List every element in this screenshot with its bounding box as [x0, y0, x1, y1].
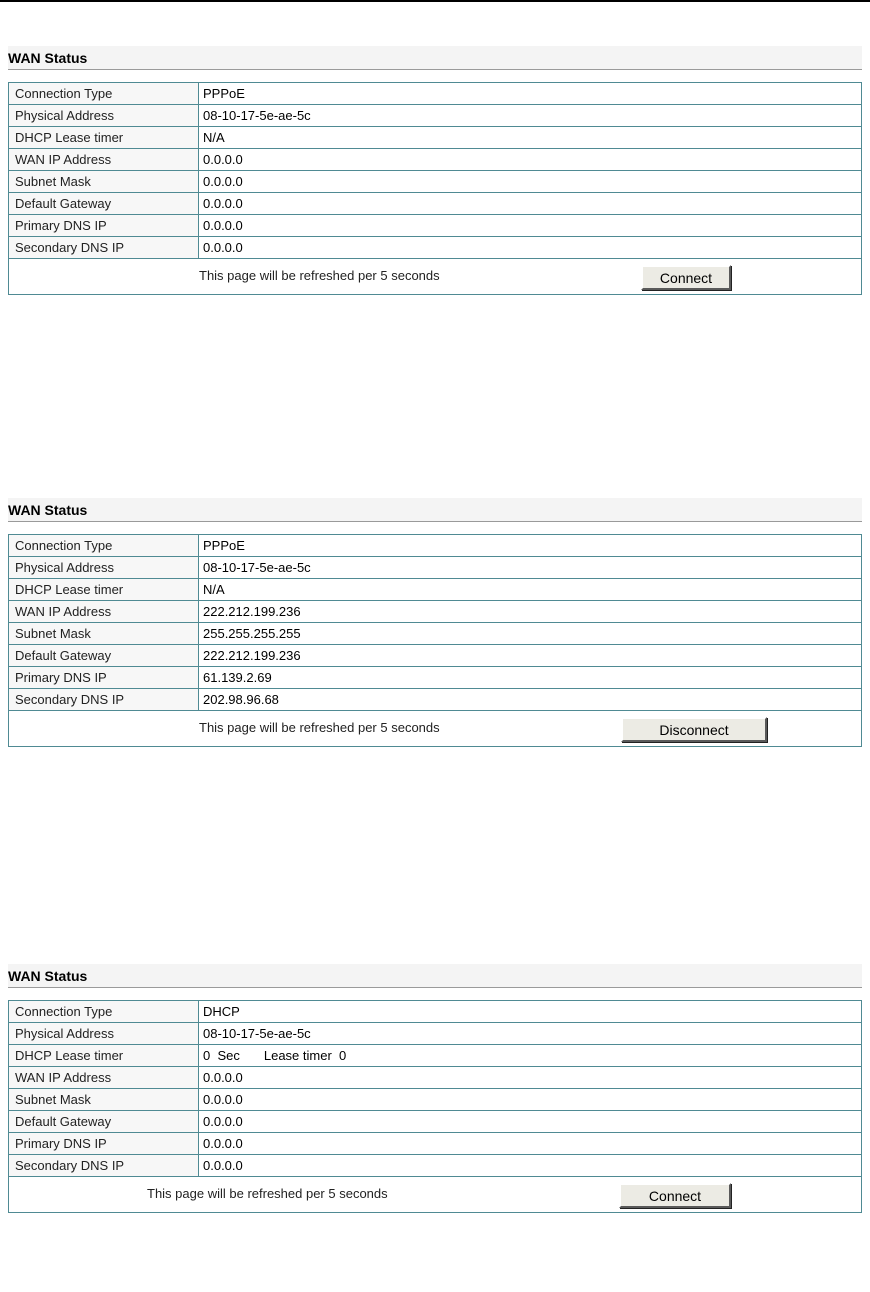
row-label: DHCP Lease timer: [9, 127, 199, 149]
table-row: [9, 149, 862, 171]
row-value-lease: [199, 1045, 862, 1067]
row-label: WAN IP Address: [9, 1067, 199, 1089]
row-value: 0.0.0.0: [199, 1089, 862, 1111]
row-value: 0.0.0.0: [199, 171, 862, 193]
row-value: 08-10-17-5e-ae-5c: [199, 557, 862, 579]
table-row: [9, 645, 862, 667]
table-row: [9, 83, 862, 105]
row-label: DHCP Lease timer: [9, 579, 199, 601]
wan-status-table: [8, 82, 862, 295]
panel-title-bar: [8, 964, 862, 988]
row-value: 0.0.0.0: [199, 237, 862, 259]
row-label: Secondary DNS IP: [9, 1155, 199, 1177]
row-label: Physical Address: [9, 1023, 199, 1045]
row-value: 0.0.0.0: [199, 193, 862, 215]
row-label: Secondary DNS IP: [9, 689, 199, 711]
row-value: N/A: [199, 579, 862, 601]
table-row: [9, 127, 862, 149]
table-row: [9, 1089, 862, 1111]
table-footer-row: [9, 1177, 862, 1213]
table-row: [9, 1023, 862, 1045]
row-label: Connection Type: [9, 1001, 199, 1023]
row-value: 61.139.2.69: [199, 667, 862, 689]
refresh-notice: This page will be refreshed per 5 seconds: [199, 720, 440, 735]
row-label: Connection Type: [9, 535, 199, 557]
table-row: [9, 105, 862, 127]
table-row: [9, 667, 862, 689]
row-label: Physical Address: [9, 105, 199, 127]
connect-button[interactable]: Connect: [641, 265, 731, 290]
lease-timer: Lease timer 0: [263, 1048, 347, 1063]
wan-status-panel: [8, 498, 862, 747]
table-footer-row: [9, 259, 862, 295]
row-label: WAN IP Address: [9, 601, 199, 623]
table-footer-row: [9, 711, 862, 747]
table-row: [9, 193, 862, 215]
table-row: [9, 689, 862, 711]
row-value: 202.98.96.68: [199, 689, 862, 711]
row-value: DHCP: [199, 1001, 862, 1023]
table-row: [9, 1133, 862, 1155]
row-label: WAN IP Address: [9, 149, 199, 171]
disconnect-button[interactable]: Disconnect: [621, 717, 767, 742]
panel-title-bar: [8, 498, 862, 522]
wan-status-table: [8, 1000, 862, 1213]
panel-title-bar: [8, 46, 862, 70]
row-label: Secondary DNS IP: [9, 237, 199, 259]
row-value: 0.0.0.0: [199, 215, 862, 237]
table-footer: [9, 1177, 862, 1213]
row-value: 08-10-17-5e-ae-5c: [199, 105, 862, 127]
table-row: [9, 601, 862, 623]
row-label: Default Gateway: [9, 645, 199, 667]
table-row: [9, 215, 862, 237]
row-label: Default Gateway: [9, 1111, 199, 1133]
table-row: [9, 1111, 862, 1133]
table-row: [9, 535, 862, 557]
table-row: [9, 579, 862, 601]
row-label: Physical Address: [9, 557, 199, 579]
row-label: Primary DNS IP: [9, 1133, 199, 1155]
wan-status-panel: [8, 964, 862, 1213]
table-row: [9, 1067, 862, 1089]
row-label: Subnet Mask: [9, 1089, 199, 1111]
table-row: [9, 1001, 862, 1023]
table-row: [9, 623, 862, 645]
row-label: Connection Type: [9, 83, 199, 105]
table-row: [9, 237, 862, 259]
table-footer: [9, 711, 862, 747]
refresh-notice: This page will be refreshed per 5 seconds: [199, 268, 440, 283]
table-row: [9, 171, 862, 193]
row-label: Subnet Mask: [9, 623, 199, 645]
row-value: 0.0.0.0: [199, 1155, 862, 1177]
row-value: PPPoE: [199, 83, 862, 105]
row-label: Primary DNS IP: [9, 667, 199, 689]
row-value: 222.212.199.236: [199, 645, 862, 667]
row-label: DHCP Lease timer: [9, 1045, 199, 1067]
row-value: PPPoE: [199, 535, 862, 557]
row-value: 0.0.0.0: [199, 1111, 862, 1133]
panel-title: WAN Status: [8, 968, 88, 984]
row-value: 08-10-17-5e-ae-5c: [199, 1023, 862, 1045]
row-label: Subnet Mask: [9, 171, 199, 193]
wan-status-panel: [8, 46, 862, 295]
row-label: Default Gateway: [9, 193, 199, 215]
connect-button[interactable]: Connect: [619, 1183, 731, 1208]
row-value: 255.255.255.255: [199, 623, 862, 645]
row-value: 0.0.0.0: [199, 1133, 862, 1155]
table-row: [9, 557, 862, 579]
row-value: 222.212.199.236: [199, 601, 862, 623]
table-row: [9, 1155, 862, 1177]
wan-status-table: [8, 534, 862, 747]
panel-title: WAN Status: [8, 502, 88, 518]
row-value: 0.0.0.0: [199, 149, 862, 171]
row-value: N/A: [199, 127, 862, 149]
lease-seconds: 0 Sec: [203, 1048, 240, 1063]
top-divider: [0, 0, 870, 2]
table-row: [9, 1045, 862, 1067]
row-value: 0.0.0.0: [199, 1067, 862, 1089]
row-label: Primary DNS IP: [9, 215, 199, 237]
refresh-notice: This page will be refreshed per 5 seconds: [147, 1186, 388, 1201]
table-footer: [9, 259, 862, 295]
panel-title: WAN Status: [8, 50, 88, 66]
